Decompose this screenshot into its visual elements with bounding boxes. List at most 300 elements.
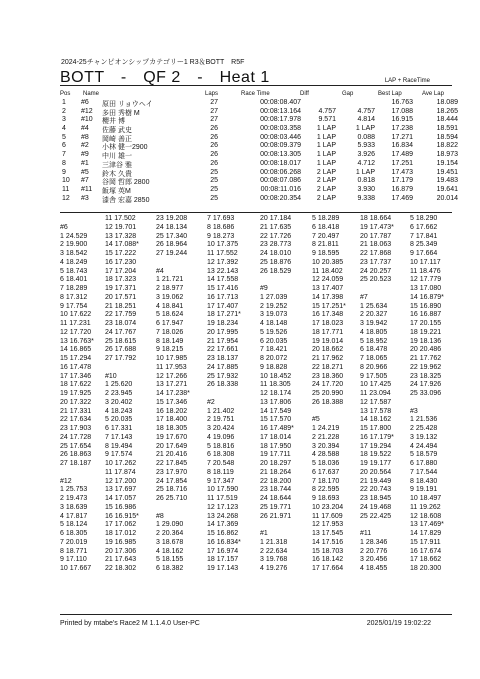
lap-cell: 27 17.792 — [105, 355, 137, 362]
lap-cell: 2 18.977 — [156, 285, 184, 292]
lap-cell: 22 17.759 — [105, 311, 137, 319]
lap-cell: 9 17.347 — [207, 477, 235, 485]
lap-cell: 15 17.800 — [360, 425, 392, 432]
lap-row — [60, 478, 460, 487]
lap-row — [60, 486, 460, 495]
lap-cell: 21 19.449 — [360, 477, 392, 485]
lap-cell: 21 17.643 — [105, 556, 137, 564]
lap-cell: 1 24.219 — [312, 425, 340, 432]
lap-cell: 7 20.548 — [207, 460, 235, 467]
lap-cell: 11 18.305 — [260, 381, 291, 389]
lap-row — [60, 364, 460, 373]
col-best-lap: Best Lap — [378, 91, 402, 97]
lap-cell: #11 — [360, 530, 372, 537]
result-laps: 26 — [210, 159, 218, 167]
lap-cell: 4 24.494 — [410, 442, 438, 450]
lap-cell: 12 17.720 — [60, 328, 92, 336]
lap-row — [60, 373, 460, 382]
lap-cell: 3 20.394 — [312, 442, 340, 450]
lap-cell: 8 17.312 — [60, 293, 88, 301]
lap-row — [60, 530, 460, 539]
lap-row — [60, 451, 460, 460]
best-lap: 17.238 — [391, 125, 413, 133]
lap-row — [60, 259, 460, 268]
lap-cell: 16 17.230 — [105, 258, 137, 266]
lap-cell: 20 20.564 — [360, 468, 392, 476]
lap-cell: 7 17.693 — [207, 215, 235, 222]
lap-cell: 18 17.622 — [60, 381, 92, 389]
event-subtitle: 2024-25チャンピオンシップカテゴリー1 R3＆BOTT R5F — [61, 59, 245, 66]
lap-row — [60, 495, 460, 504]
results-divider — [60, 212, 452, 213]
lap-cell: 5 18.289 — [312, 215, 340, 222]
lap-cell: 16 17.674 — [410, 547, 442, 555]
lap-cell: 22 18.302 — [105, 565, 137, 572]
lap-cell: 6 17.331 — [105, 425, 133, 432]
lap-cell: 16 16.834* — [207, 538, 241, 546]
lap-cell: 11 17.502 — [105, 215, 136, 222]
result-pos: 3 — [62, 116, 66, 124]
race-time: 00:08:03.446 — [260, 133, 301, 141]
lap-cell: 5 18.952 — [360, 337, 388, 345]
lap-cell: #12 — [60, 477, 72, 485]
lap-cell: 10 18.452 — [260, 372, 292, 380]
lap-cell: 26 18.338 — [207, 381, 239, 389]
lap-cell: 4 18.243 — [105, 407, 133, 415]
lap-row — [60, 548, 460, 557]
lap-cell: 20 18.297 — [260, 460, 292, 467]
lap-row — [60, 416, 460, 425]
lap-cell: 4 19.276 — [260, 565, 288, 572]
result-number: #3 — [81, 194, 89, 202]
lap-cell: 10 23.204 — [312, 503, 344, 511]
lap-cell: 25 18.716 — [156, 486, 188, 494]
lap-cell: 10 20.385 — [312, 258, 344, 266]
lap-cell: 10 17.622 — [60, 311, 92, 319]
best-lap: 17.251 — [391, 159, 413, 167]
lap-cell: 2 19.900 — [60, 241, 88, 249]
lap-cell: 2 19.252 — [260, 302, 288, 310]
lap-cell: 7 18.170 — [312, 477, 340, 485]
lap-cell: 11 18.476 — [410, 267, 441, 275]
lap-row — [60, 285, 460, 294]
lap-cell: 6 18.305 — [60, 530, 88, 537]
col-ave-lap: Ave Lap — [422, 91, 444, 97]
lap-cell: 11 18.402 — [312, 267, 343, 275]
lap-cell: 7 18.065 — [360, 355, 388, 362]
race-time: 00:08:13.305 — [260, 151, 301, 159]
lap-cell: 24 18.010 — [260, 250, 292, 257]
diff: 2 LAP — [316, 185, 336, 193]
lap-cell: 11 23.094 — [360, 390, 391, 397]
lap-cell: 2 20.364 — [156, 530, 184, 537]
lap-cell: 21 17.331 — [60, 407, 92, 415]
lap-cell: 26 18.964 — [156, 241, 188, 249]
lap-cell: 19 16.985 — [105, 538, 137, 546]
footer-divider — [60, 614, 452, 615]
lap-cell: 13 17.697 — [105, 486, 137, 494]
lap-cell: 15 17.251* — [312, 302, 346, 310]
result-row — [60, 195, 460, 204]
lap-cell: 21 18.063 — [360, 241, 392, 249]
lap-cell: 14 17.398 — [312, 293, 344, 301]
lap-cell: 16 17.478 — [60, 363, 92, 371]
lap-cell: 6 20.035 — [260, 337, 288, 345]
lap-cell: 15 16.862 — [207, 530, 239, 537]
lap-cell: #5 — [312, 416, 320, 424]
lap-cell: 12 17.266 — [156, 372, 188, 380]
lap-cell: 8 20.072 — [260, 355, 288, 362]
gap: 4.757 — [357, 107, 375, 115]
lap-cell: 25 18.615 — [105, 337, 137, 345]
lap-cell: 13 17.806 — [260, 398, 292, 406]
lap-cell: 17 18.023 — [312, 320, 344, 327]
lap-row — [60, 311, 460, 320]
lap-row — [60, 268, 460, 277]
lap-cell: 16 18.202 — [156, 407, 188, 415]
diff: 2 LAP — [316, 168, 336, 176]
diff: 1 LAP — [316, 159, 336, 167]
best-lap: 17.088 — [391, 107, 413, 115]
lap-cell: 19 18.234 — [207, 320, 239, 327]
lap-cell: 17 18.400 — [156, 416, 188, 424]
lap-cell: 2 21.228 — [312, 433, 340, 441]
lap-cell: 9 17.574 — [105, 451, 133, 459]
lap-cell: 23 18.945 — [360, 495, 392, 502]
lap-cell: 4 18.455 — [360, 565, 388, 572]
lap-cell: 20 17.995 — [207, 328, 239, 336]
diff: 9.571 — [318, 116, 336, 124]
lap-cell: 2 22.634 — [260, 547, 288, 555]
result-pos: 8 — [62, 159, 66, 167]
result-laps: 25 — [210, 168, 218, 176]
lap-cell: 13 24.268 — [207, 512, 239, 520]
best-lap: 16.879 — [391, 185, 413, 193]
lap-cell: 24 17.767 — [105, 328, 137, 336]
result-row — [60, 177, 460, 186]
diff: 1 LAP — [316, 125, 336, 133]
lap-cell: 17 16.974 — [207, 547, 239, 555]
lap-cell: 8 20.966 — [360, 363, 388, 371]
lap-cell: 18 17.323 — [105, 276, 137, 284]
lap-cell: 21 20.416 — [156, 451, 188, 459]
driver-name: 多田 秀樹 M — [102, 109, 140, 117]
lap-cell: 12 17.953 — [312, 521, 344, 529]
ave-lap: 19.154 — [436, 159, 458, 167]
lap-cell: 27 19.244 — [156, 250, 188, 257]
lap-cell: 24 17.720 — [312, 381, 344, 389]
lap-cell: 22 18.271 — [312, 363, 344, 371]
lap-cell: 25 33.096 — [410, 390, 442, 397]
result-pos: 4 — [62, 125, 66, 133]
lap-cell: 14 16.865 — [60, 346, 92, 354]
lap-cell: 10 17.262 — [105, 460, 137, 467]
lap-cell: 24 18.644 — [260, 495, 292, 502]
lap-cell: 4 17.817 — [60, 512, 88, 520]
lap-cell: 26 17.688 — [105, 346, 137, 354]
lap-cell: 18 18.664 — [360, 215, 392, 222]
lap-cell: 17 18.662 — [410, 556, 442, 564]
lap-cell: #10 — [105, 372, 117, 380]
lap-cell: 12 17.779 — [410, 276, 442, 284]
result-row — [60, 108, 460, 117]
result-row — [60, 151, 460, 160]
lap-cell: 20 17.322 — [60, 398, 92, 406]
lap-cell: 17 20.155 — [410, 320, 442, 327]
lap-cell: 4 18.841 — [156, 302, 184, 310]
gap: 1 LAP — [355, 125, 375, 133]
lap-cell: 3 19.942 — [360, 320, 388, 327]
result-number: #9 — [81, 151, 89, 159]
lap-cell: 5 18.155 — [156, 556, 184, 564]
lap-cell: 8 18.430 — [410, 477, 438, 485]
lap-cell: 25 22.425 — [360, 512, 392, 520]
result-row — [60, 116, 460, 125]
lap-cell: 21 17.954 — [207, 337, 239, 345]
driver-name: 小林 健一2900 — [102, 144, 148, 152]
lap-cell: 26 18.863 — [60, 451, 92, 459]
driver-name: 佐藤 武史 — [102, 127, 132, 135]
best-lap: 16.763 — [391, 99, 413, 106]
ave-lap: 18.822 — [436, 142, 458, 150]
result-number: #6 — [81, 99, 89, 106]
lap-cell: 7 20.019 — [60, 538, 88, 546]
lap-cell: 20 17.787 — [360, 232, 392, 240]
lap-cell: 3 19.062 — [156, 293, 184, 301]
lap-cell: 5 18.579 — [410, 451, 438, 459]
diff: 2 LAP — [316, 194, 336, 202]
ave-lap: 18.591 — [436, 125, 458, 133]
lap-cell: 3 19.073 — [260, 311, 288, 319]
lap-cell: 10 17.425 — [360, 381, 392, 389]
lap-cell: 21 18.264 — [260, 468, 292, 476]
lap-cell: 14 17.238* — [156, 390, 190, 397]
lap-cell: 24 19.468 — [360, 503, 392, 511]
lap-cell: 10 18.497 — [410, 495, 442, 502]
lap-cell: 3 18.639 — [60, 503, 88, 511]
driver-name: 谷岡 哲郎 2800 — [102, 179, 150, 187]
lap-cell: 10 17.667 — [60, 565, 92, 572]
lap-cell: 17 19.294 — [360, 442, 392, 450]
lap-cell: 17 17.407 — [207, 302, 239, 310]
lap-row — [60, 294, 460, 303]
lap-cell: 23 18.074 — [105, 320, 137, 327]
driver-name: 中川 雄一 — [102, 153, 132, 161]
lap-cell: 5 18.290 — [410, 215, 438, 222]
lap-row — [60, 556, 460, 565]
lap-cell: 23 17.737 — [360, 258, 392, 266]
lap-cell: 13 17.545 — [312, 530, 344, 537]
result-laps: 26 — [210, 133, 218, 141]
driver-name: 鈴木 久貴 — [102, 170, 132, 178]
lap-cell: 13 17.080 — [410, 285, 442, 292]
lap-cell: 23 18.744 — [260, 486, 292, 494]
lap-cell: 1 27.039 — [260, 293, 288, 301]
lap-cell: 24 18.134 — [156, 223, 188, 231]
lap-cell: 10 17.985 — [156, 355, 188, 362]
lap-cell: 21 17.635 — [260, 223, 292, 231]
lap-cell: 22 17.634 — [60, 416, 92, 424]
page-title: BOTT - QF 2 - Heat 1 — [60, 69, 270, 86]
col-laps: Laps — [205, 91, 219, 97]
race-time: 00:08:17.978 — [260, 116, 301, 124]
lap-cell: 11 17.874 — [105, 468, 136, 476]
result-laps: 27 — [210, 107, 218, 115]
lap-cell: 6 17.637 — [312, 468, 340, 476]
race-time: 00:08:13.164 — [260, 107, 301, 115]
result-row — [60, 160, 460, 169]
lap-cell: 25 20.523 — [360, 276, 392, 284]
lap-cell: 23 18.325 — [410, 372, 442, 380]
lap-cell: 11 17.231 — [60, 320, 91, 327]
lap-cell: 11 19.262 — [410, 503, 441, 511]
results-table — [60, 99, 460, 203]
lap-cell: 26 18.388 — [312, 398, 344, 406]
ave-lap: 18.265 — [436, 107, 458, 115]
lap-cell: 22 20.743 — [360, 486, 392, 494]
lap-cell: 12 18.174 — [260, 390, 292, 397]
lap-row — [60, 469, 460, 478]
lap-cell: 22 17.868 — [360, 250, 392, 257]
lap-cell: 9 17.505 — [360, 372, 388, 380]
lap-cell: 5 20.035 — [105, 416, 133, 424]
lap-cell: 16 17.489* — [260, 425, 294, 432]
lap-cell: 20 17.306 — [105, 547, 137, 555]
result-pos: 11 — [62, 185, 70, 193]
lap-row — [60, 338, 460, 347]
race-time: 00:08:18.017 — [260, 159, 301, 167]
lap-cell: 8 21.811 — [312, 241, 339, 249]
lap-cell: 23 17.903 — [60, 425, 92, 432]
gap: 1 LAP — [355, 168, 375, 176]
lap-cell: 17 17.346 — [60, 372, 92, 380]
driver-name: 三津谷 雅 — [102, 161, 132, 169]
lap-cell: 25 17.340 — [156, 232, 188, 240]
lap-cell: 2 19.473 — [60, 495, 88, 502]
lap-cell: 7 17.841 — [410, 232, 438, 240]
lap-cell: 18 17.157 — [207, 556, 239, 564]
result-number: #1 — [81, 159, 89, 167]
lap-cell: 6 18.308 — [207, 451, 235, 459]
ave-lap: 18.594 — [436, 133, 458, 141]
lap-cell: 4 18.249 — [60, 258, 88, 266]
lap-cell: 19 17.371 — [105, 285, 137, 292]
lap-cell: 12 17.200 — [105, 477, 137, 485]
lap-cell: 2 20.327 — [360, 311, 388, 319]
lap-cell: 9 18.595 — [312, 250, 340, 257]
lap-cell: 1 21.402 — [207, 407, 235, 415]
lap-cell: 14 17.558 — [207, 276, 239, 284]
lap-cell: 6 18.478 — [360, 346, 388, 354]
lap-row — [60, 329, 460, 338]
lap-row — [60, 355, 460, 364]
lap-cell: 13 17.578 — [360, 407, 392, 415]
lap-cell: 6 18.401 — [60, 276, 88, 284]
lap-row — [60, 215, 460, 224]
race-time: 00:08:06.268 — [260, 168, 301, 176]
lap-cell: 16 16.915* — [105, 512, 139, 520]
lap-cell: 9 17.664 — [410, 250, 438, 257]
lap-cell: 2 20.776 — [360, 547, 388, 555]
lap-info-label: LAP + RaceTime — [384, 78, 430, 84]
lap-cell: 18 17.271* — [207, 311, 241, 319]
result-laps: 26 — [210, 125, 218, 133]
diff: 4.757 — [318, 107, 336, 115]
lap-cell: 17 17.204 — [105, 267, 137, 275]
lap-cell: 2 19.751 — [207, 416, 235, 424]
lap-cell: 21 18.251 — [105, 302, 137, 310]
ave-lap: 19.451 — [436, 168, 458, 176]
lap-cell: 25 17.932 — [207, 372, 239, 380]
lap-cell: #3 — [410, 407, 418, 415]
lap-cell: 10 17.375 — [207, 241, 239, 249]
lap-cell: 6 17.880 — [410, 460, 438, 467]
lap-cell: 11 17.953 — [156, 363, 187, 371]
lap-cell: 1 25.634 — [360, 302, 388, 310]
col-diff: Diff — [300, 91, 309, 97]
lap-cell: 16 17.348 — [312, 311, 344, 319]
lap-cell: 23 28.773 — [260, 241, 292, 249]
lap-cell: 12 17.587 — [360, 398, 392, 406]
lap-cell: 19 19.014 — [312, 337, 344, 345]
result-row — [60, 169, 460, 178]
lap-cell: 1 24.529 — [60, 232, 88, 240]
lap-cell: 21 17.762 — [410, 355, 442, 362]
lap-cell: 14 17.516 — [312, 538, 344, 546]
lap-cell: 18 17.950 — [260, 442, 292, 450]
lap-row — [60, 539, 460, 548]
lap-cell: 11 17.609 — [312, 512, 343, 520]
lap-cell: 4 18.805 — [360, 328, 388, 336]
lap-cell: 23 19.208 — [156, 215, 188, 222]
race-time: 00:08:09.379 — [260, 142, 301, 150]
lap-cell: 9 18.828 — [260, 363, 288, 371]
lap-cell: 4 19.096 — [207, 433, 235, 441]
lap-cell: 24 17.926 — [410, 381, 442, 389]
lap-cell: 9 17.110 — [60, 556, 87, 564]
lap-cell: 18 17.012 — [105, 530, 137, 537]
lap-cell: 14 17.057 — [105, 495, 137, 502]
lap-cell: 1 21.536 — [410, 416, 438, 424]
lap-row — [60, 443, 460, 452]
lap-cell: 7 18.026 — [156, 328, 184, 336]
lap-cell: 22 17.726 — [260, 232, 292, 240]
lap-row — [60, 434, 460, 443]
result-number: #4 — [81, 125, 89, 133]
result-number: #5 — [81, 168, 89, 176]
ave-lap: 19.641 — [436, 185, 458, 193]
lap-cell: 5 18.624 — [156, 311, 184, 319]
lap-cell: 23 18.137 — [207, 355, 239, 362]
lap-cell: 15 16.890 — [410, 302, 442, 310]
best-lap: 16.915 — [391, 116, 413, 124]
result-laps: 26 — [210, 151, 218, 159]
lap-cell: 19 17.143 — [207, 565, 239, 572]
result-number: #11 — [81, 185, 93, 193]
lap-cell: 16 17.713 — [207, 293, 239, 301]
lap-cell: 15 17.294 — [60, 355, 92, 362]
lap-cell: 3 19.768 — [260, 556, 288, 564]
lap-cell: 1 25.620 — [105, 381, 133, 389]
lap-cell: 15 17.416 — [207, 285, 239, 292]
result-pos: 2 — [62, 107, 66, 115]
lap-cell: 24 20.257 — [360, 267, 392, 275]
result-number: #12 — [81, 107, 93, 115]
result-pos: 9 — [62, 168, 66, 176]
lap-cell: 25 19.771 — [260, 503, 292, 511]
lap-cell: 22 17.661 — [207, 346, 239, 354]
lap-cell: 14 17.369 — [207, 521, 239, 529]
